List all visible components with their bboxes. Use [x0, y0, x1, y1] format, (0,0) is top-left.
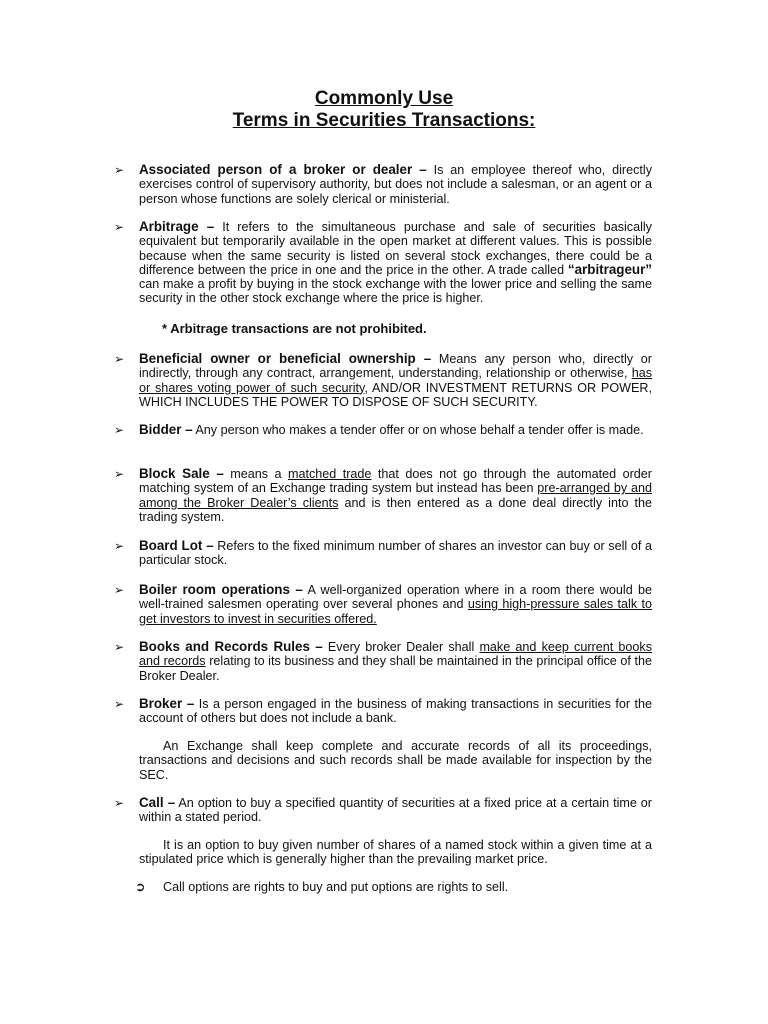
sub-point-text: Call options are rights to buy and put options are rights to sell. [163, 880, 509, 894]
definition: It refers to the simultaneous purchase and sale of securities basically equivalent but temporarily available in the open market at different values. This is possible because when the same security is listed on several stock exchanges, there could be a difference between the price in one and the price in the other. A trade called [139, 220, 652, 277]
term: Block Sale – [139, 466, 224, 481]
underlined-phrase: pre-arranged by and among the Broker Dealer’s clients [139, 481, 653, 510]
definition-cont: AND/OR INVESTMENT RETURNS OR POWER, WHICH INCLUDES THE POWER TO DISPOSE OF SUCH SECURITY. [139, 380, 652, 409]
term: Books and Records Rules – [139, 639, 323, 654]
arrow-bullet-icon: ➢ [114, 220, 125, 234]
definition: Means any person who, directly or indirectly, through any contract, arrangement, understanding, relationship or otherwise, [139, 352, 652, 381]
definition-cont: can make a profit by buying in the stock exchange with the lower price and selling the same security in the other stock exchange where the price is higher. [139, 277, 652, 306]
term: Broker – [139, 696, 195, 711]
definition: Is a person engaged in the business of making transactions in securities for the account of others but does not include a bank. [139, 697, 652, 726]
arrow-bullet-icon: ➢ [114, 467, 125, 481]
entry-boiler-room [114, 582, 653, 626]
term: Arbitrage – [139, 219, 215, 234]
entry-books-records [114, 639, 652, 683]
arrow-bullet-icon: ➢ [114, 423, 125, 437]
call-note: It is an option to buy given number of shares of a named stock within a given time at a stipulated price which is generally higher than the prevailing market price. [139, 838, 652, 867]
term: Bidder – [139, 422, 193, 437]
definition-cont: and is then entered as a done deal directly into the trading system. [139, 495, 653, 524]
arrow-bullet-icon: ➢ [114, 539, 125, 553]
broker-note: An Exchange shall keep complete and accurate records of all its proceedings, transactions and decisions and such records shall be made available for inspection by the SEC. [139, 739, 652, 782]
entry-beneficial-owner [114, 351, 652, 409]
entry-call [114, 795, 652, 825]
call-sub-point [135, 880, 652, 894]
entry-associated-person [114, 162, 652, 206]
term: Boiler room operations – [139, 582, 303, 597]
entry-block-sale [114, 466, 653, 524]
underlined-phrase: has or shares voting power of such security, [139, 366, 652, 395]
arrow-bullet-icon: ➢ [114, 352, 125, 366]
arrow-bullet-icon: ➢ [114, 583, 125, 597]
definition: A well-organized operation where in a room there would be well-trained salesmen operating over several phones and [139, 583, 653, 612]
title-line-2: Terms in Securities Transactions: [232, 110, 536, 131]
entry-arbitrage [114, 219, 652, 306]
underlined-phrase: using high-pressure sales talk to get investors to invest in securities offered. [139, 597, 652, 626]
page-title [0, 88, 768, 132]
title-line-1: Commonly Use [314, 88, 454, 109]
definition-cont: that does not go through the automated order matching system of an Exchange trading system but instead has been [139, 467, 652, 496]
definition: Refers to the fixed minimum number of shares an investor can buy or sell of a particular stock. [139, 539, 652, 568]
entry-board-lot [114, 538, 652, 568]
term-arbitrageur: “arbitrageur” [567, 261, 652, 277]
term: Beneficial owner or beneficial ownership – [139, 351, 432, 366]
term: Call – [139, 795, 176, 810]
definition: An option to buy a specified quantity of securities at a fixed price at a certain time or within a stated period. [139, 796, 652, 825]
arrow-bullet-icon: ➢ [114, 163, 125, 177]
definition: Is an employee thereof who, directly exercises control of supervisory authority, but does not include a salesman, or an agent or a person whose functions are solely clerical or ministerial. [139, 163, 652, 206]
definition: Any person who makes a tender offer or on whose behalf a tender offer is made. [192, 423, 644, 437]
underlined-phrase: make and keep current books and records [139, 640, 652, 669]
definition: means a [223, 467, 288, 481]
definition-cont: relating to its business and they shall be maintained in the principal office of the Broker Dealer. [139, 654, 652, 683]
entry-broker [114, 696, 652, 726]
arrow-bullet-icon: ➢ [114, 796, 125, 810]
arrow-bullet-icon: ➢ [114, 640, 125, 654]
term: Associated person of a broker or dealer – [139, 162, 427, 177]
curved-arrow-icon: ➲ [135, 880, 146, 894]
definition: Every broker Dealer shall [322, 640, 480, 654]
term: Board Lot – [139, 538, 214, 553]
arbitrage-note: * Arbitrage transactions are not prohibited. [162, 321, 427, 336]
arrow-bullet-icon: ➢ [114, 697, 125, 711]
underlined-phrase: matched trade [287, 467, 372, 481]
entry-bidder [114, 422, 652, 437]
